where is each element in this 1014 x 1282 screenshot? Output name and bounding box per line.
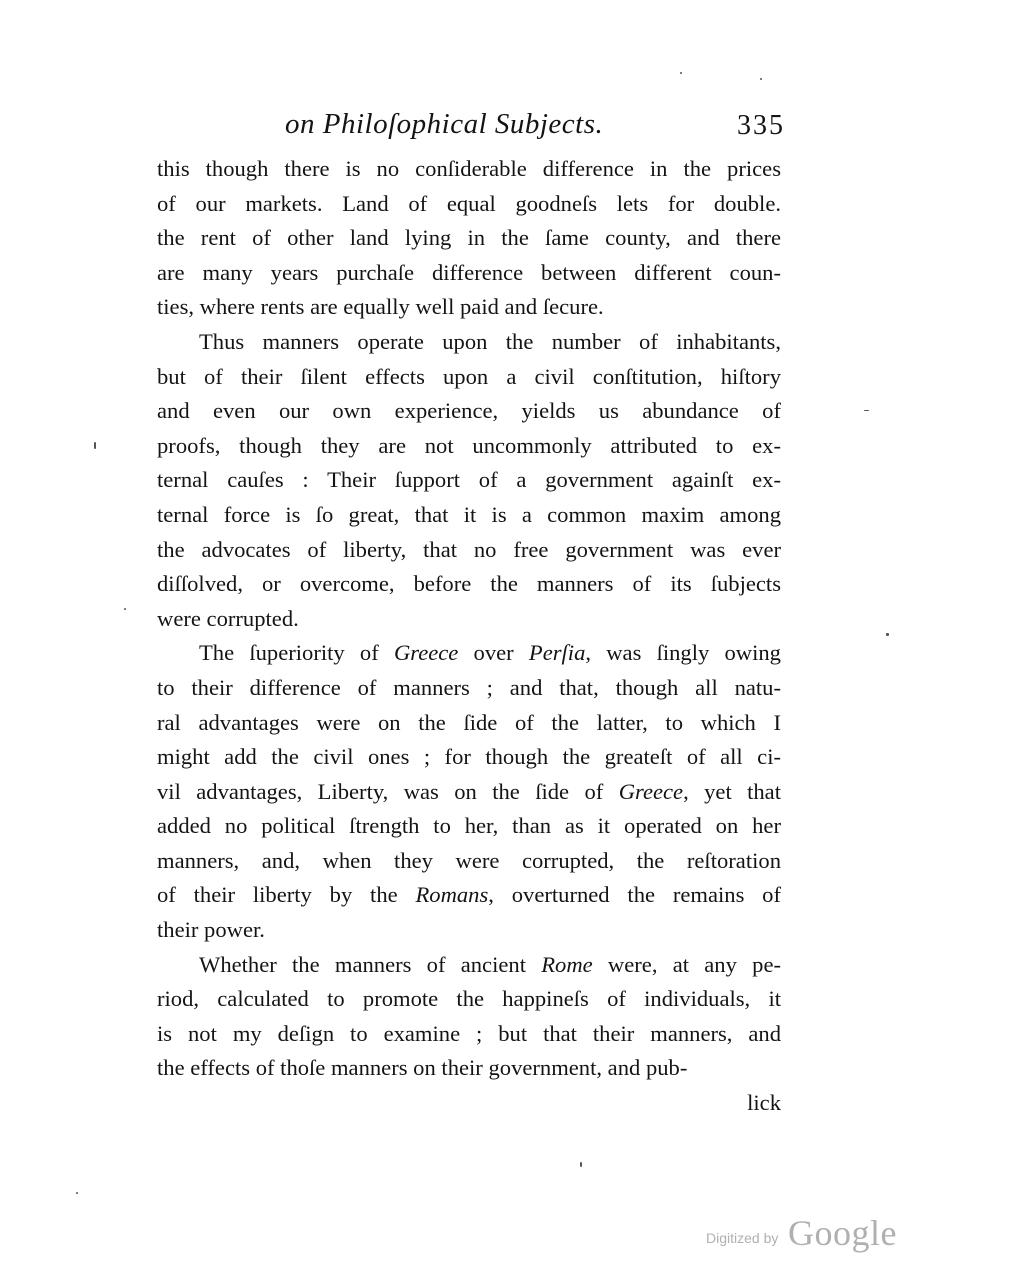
italic-proper-noun: Rome xyxy=(541,951,593,977)
text-line: of their liberty by the Romans, overturned the remains of xyxy=(157,882,781,908)
text-line: diſſolved, or overcome, before the manners of its ſubjects xyxy=(157,571,781,597)
running-title: on Philoſophical Subjects. xyxy=(285,108,604,140)
text-line: is not my deſign to examine ; but that their manners, and xyxy=(157,1020,781,1046)
text-line: the effects of thoſe manners on their government, and pub- xyxy=(157,1055,688,1081)
scan-speck xyxy=(886,633,889,636)
page-header xyxy=(155,100,785,148)
paragraph xyxy=(157,636,781,947)
text-line: vil advantages, Liberty, was on the ſide of Greece, yet that xyxy=(157,778,781,804)
text-line: ternal cauſes : Their ſupport of a government againſt ex- xyxy=(157,467,781,493)
scan-speck xyxy=(864,410,869,411)
text-line: but of their ſilent effects upon a civil conſtitution, hiſtory xyxy=(157,363,781,389)
scan-speck xyxy=(680,72,682,74)
text-line: their power. xyxy=(157,917,265,943)
text-line: the rent of other land lying in the ſame county, and there xyxy=(157,225,781,251)
text-line: of our markets. Land of equal goodneſs lets for double. xyxy=(157,190,781,216)
text-line: and even our own experience, yields us abundance of xyxy=(157,398,781,424)
page-body xyxy=(157,152,781,1121)
text-line: might add the civil ones ; for though the greateſt of all ci- xyxy=(157,744,781,770)
text-line: added no political ſtrength to her, than as it operated on her xyxy=(157,813,781,839)
text-line: ties, where rents are equally well paid and ſecure. xyxy=(157,294,604,320)
digitized-by-label: Digitized by xyxy=(706,1230,779,1246)
text-line: the advocates of liberty, that no free government was ever xyxy=(157,536,781,562)
scan-speck xyxy=(94,442,96,449)
text-line: The ſuperiority of Greece over Perſia, was ſingly owing xyxy=(199,640,781,666)
scan-speck xyxy=(580,1162,582,1167)
text-line: were corrupted. xyxy=(157,605,299,631)
italic-proper-noun: Romans xyxy=(415,882,489,908)
text-line: are many years purchaſe difference between different coun- xyxy=(157,259,781,285)
text-line: this though there is no conſiderable difference in the prices xyxy=(157,156,781,181)
google-logo: Google xyxy=(788,1213,897,1253)
italic-proper-noun: Perſia xyxy=(528,640,586,666)
text-line: Thus manners operate upon the number of inhabitants, xyxy=(199,328,781,354)
paragraph xyxy=(157,152,781,325)
paragraph xyxy=(157,948,781,1086)
italic-proper-noun: Greece xyxy=(618,778,684,804)
paragraph xyxy=(157,325,781,636)
page-number: 335 xyxy=(737,110,785,141)
scan-speck xyxy=(760,78,762,80)
scan-speck xyxy=(124,608,126,610)
text-line: manners, and, when they were corrupted, the reſtoration xyxy=(157,847,781,873)
text-line: proofs, though they are not uncommonly attributed to ex- xyxy=(157,432,781,458)
text-line: Whether the manners of ancient Rome were, at any pe- xyxy=(199,951,781,977)
catchword: lick xyxy=(747,1090,781,1116)
text-line: to their difference of manners ; and that, though all natu- xyxy=(157,674,781,700)
text-line: riod, calculated to promote the happineſs of individuals, it xyxy=(157,986,781,1012)
scan-speck xyxy=(76,1192,78,1194)
text-line: ternal force is ſo great, that it is a common maxim among xyxy=(157,501,781,527)
text-line: ral advantages were on the ſide of the latter, to which I xyxy=(157,709,781,735)
italic-proper-noun: Greece xyxy=(393,640,459,666)
